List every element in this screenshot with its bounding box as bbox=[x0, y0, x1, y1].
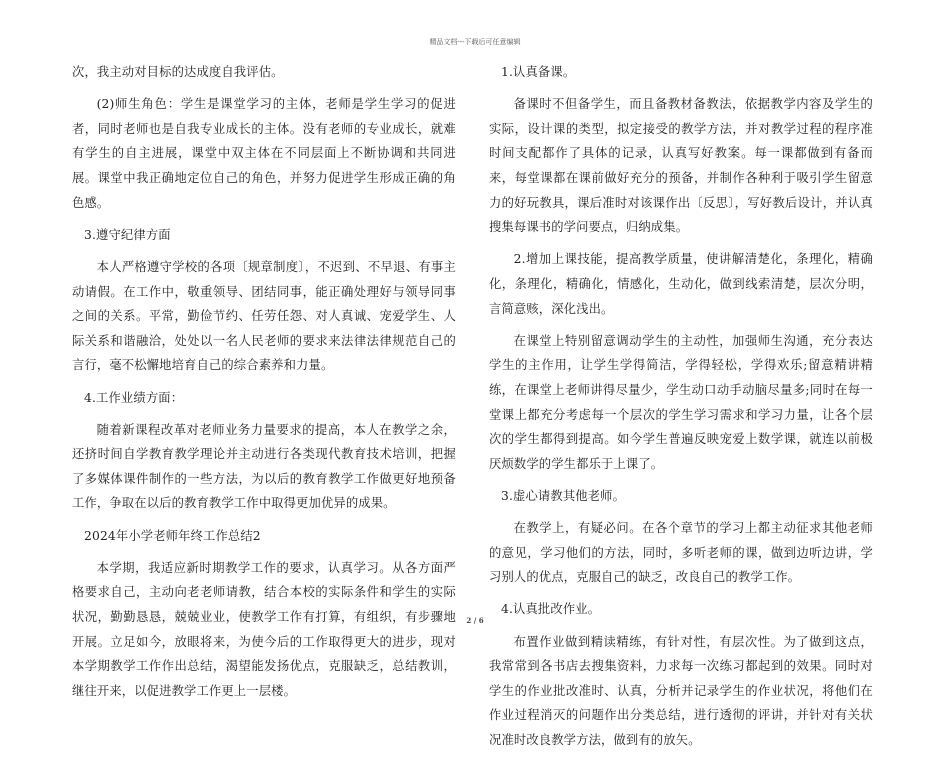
paragraph: 备课时不但备学生，而且备教材备教法，依据教学内容及学生的实际，设计课的类型，拟定接受的教学方法，并对教学过程的程序准时间支配都作了具体的记录，认真写好教案。每一课都做到有备而来，每堂课都在课前做好充分的预备，并制作各种利于吸引学生留意力的好玩教具，课后准时对该课作出〔反思〕，写好教后设计，并认真搜集每课书的学问要点，归纳成集。 bbox=[489, 97, 873, 235]
page-number: 2 / 6 bbox=[466, 616, 484, 625]
paragraph: 2.增加上课技能，提高教学质量，使讲解清楚化，条理化，精确化，条理化，精确化，情感化，生动化，做到线索清楚，层次分明，言简意赅，深化浅出。 bbox=[489, 252, 873, 316]
section-heading: 4.认真批改作业。 bbox=[501, 602, 601, 617]
paragraph: 在教学上，有疑必问。在各个章节的学习上都主动征求其他老师的意见，学习他们的方法，同时，多听老师的课，做到边听边讲，学习别人的优点，克服自己的缺乏，改良自己的教学工作。 bbox=[489, 521, 873, 585]
paragraph: (2)师生角色：学生是课堂学习的主体，老师是学生学习的促进者，同时老师也是自我专业成长的主体。没有老师的专业成长，就难有学生的自主进展，课堂中双主体在不同层面上不断协调和共同进展。课堂中我正确地定位自己的角色，并努力促进学生形成正确的角色感。 bbox=[72, 97, 456, 210]
page-header: 精品文档---下载后可任意编辑 bbox=[429, 38, 521, 46]
paragraph: 在课堂上特别留意调动学生的主动性，加强师生沟通，充分表达学生的主作用，让学生学得简洁，学得轻松，学得欢乐;留意精讲精练，在课堂上老师讲得尽量少，学生动口动手动脑尽量多;同时在每一堂课上都充分考虑每一个层次的学生学习需求和学习力量，让各个层次的学生都得到提高。如今学生普遍反映宠爱上数学课，就连以前极厌烦数学的学生都乐于上课了。 bbox=[489, 333, 873, 471]
left-column bbox=[72, 60, 456, 711]
section-heading: 3.虚心请教其他老师。 bbox=[501, 488, 626, 503]
paragraph: 布置作业做到精读精练，有针对性，有层次性。为了做到这点，我常常到各书店去搜集资料，力求每一次练习都起到的效果。同时对学生的作业批改准时、认真，分析并记录学生的作业状况，将他们在作业过程消灭的问题作出分类总结，进行透彻的评讲，并针对有关状况准时改良教学方法，做到有的放矢。 bbox=[489, 634, 873, 747]
paragraph: 次，我主动对目标的达成度自我评估。 bbox=[72, 65, 284, 79]
paragraph: 本人严格遵守学校的各项〔规章制度〕，不迟到、不早退、有事主动请假。在工作中，敬重领导、团结同事，能正确处理好与领导同事之间的关系。平常，勤俭节约、任劳任怨、对人真诚、宠爱学生、人际关系和谐融洽，处处以一名人民老师的要求来法律法律规范自己的言行，毫不松懈地培育自己的综合素养和力量。 bbox=[72, 259, 456, 373]
paragraph: 本学期，我适应新时期教学工作的要求，认真学习。从各方面严格要求自己，主动向老老师请教，结合本校的实际条件和学生的实际状况，勤勤恳恳，兢兢业业，使教学工作有打算，有组织，有步骤地开展。立足如今，放眼将来，为使今后的工作取得更大的进步，现对本学期教学工作作出总结，渴望能发扬优点，克服缺乏，总结教训，继往开来，以促进教学工作更上一层楼。 bbox=[72, 560, 456, 698]
paragraph: 随着新课程改革对老师业务力量要求的提高，本人在教学之余，还挤时间自学教育教学理论并主动进行各类现代教育技术培训，把握了多媒体课件制作的一些方法，为以后的教育教学工作做更好地预备工作，争取在以后的教育教学工作中取得更加优异的成果。 bbox=[72, 422, 456, 511]
right-column bbox=[489, 60, 873, 760]
section-heading: 2024年小学老师年终工作总结2 bbox=[84, 528, 261, 543]
section-heading: 4.工作业绩方面： bbox=[84, 390, 184, 405]
section-heading: 3.遵守纪律方面 bbox=[84, 227, 171, 242]
section-heading: 1.认真备课。 bbox=[501, 65, 576, 79]
